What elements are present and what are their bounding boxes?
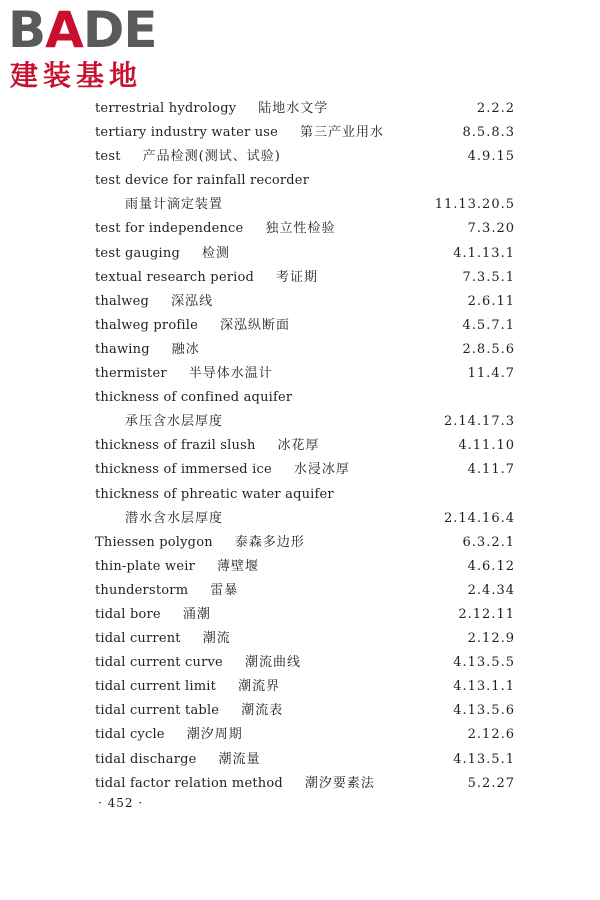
glossary-entry xyxy=(95,507,515,531)
logo-subtitle: 建装基地 xyxy=(10,59,143,92)
entry-chinese-term: 检测 xyxy=(201,245,230,261)
entry-section-ref: 2.12.6 xyxy=(467,727,515,743)
entry-english-term: thickness of frazil slush xyxy=(95,438,256,454)
entry-english-term: tidal discharge xyxy=(95,751,197,767)
glossary-entry xyxy=(95,434,515,458)
entry-chinese-term: 冰花厚 xyxy=(277,438,320,454)
entry-section-ref: 8.5.8.3 xyxy=(462,125,515,141)
entry-section-ref: 2.14.17.3 xyxy=(443,414,515,430)
entry-chinese-term: 考证期 xyxy=(276,269,319,285)
glossary-entry xyxy=(95,579,515,603)
entry-chinese-term: 雷暴 xyxy=(210,582,239,598)
glossary-entry xyxy=(95,458,515,482)
glossary-entry xyxy=(95,555,515,579)
entry-chinese-term: 潮流界 xyxy=(238,679,281,695)
glossary-entry xyxy=(95,603,515,627)
entry-english-term: test gauging xyxy=(95,245,180,261)
entry-section-ref: 4.13.5.6 xyxy=(453,703,515,719)
logo-letter-a: A xyxy=(45,1,83,59)
entry-chinese-term: 潮流量 xyxy=(218,751,261,767)
entry-english-term: Thiessen polygon xyxy=(95,534,213,550)
entry-english-term: tertiary industry water use xyxy=(95,125,279,141)
entry-chinese-term: 融冰 xyxy=(171,341,200,357)
entry-english-term: thickness of immersed ice xyxy=(95,462,272,478)
glossary-entry xyxy=(95,699,515,723)
glossary-entry xyxy=(95,193,515,217)
entry-section-ref: 4.1.13.1 xyxy=(453,245,515,261)
glossary-entry xyxy=(95,97,515,121)
glossary-entry xyxy=(95,675,515,699)
glossary-entry xyxy=(95,169,515,193)
bade-logo xyxy=(8,2,178,94)
glossary-entry xyxy=(95,242,515,266)
entry-section-ref: 4.6.12 xyxy=(467,558,515,574)
entry-section-ref: 4.9.15 xyxy=(467,149,515,165)
entry-section-ref: 4.11.7 xyxy=(467,462,515,478)
glossary-entry xyxy=(95,410,515,434)
entry-english-term: tidal current table xyxy=(95,703,220,719)
entry-chinese-term: 潮汐周期 xyxy=(186,727,243,743)
entry-english-term: thin-plate weir xyxy=(95,558,195,574)
logo-letters-de: DE xyxy=(82,1,157,59)
entry-chinese-term: 深泓纵断面 xyxy=(219,317,290,333)
entry-section-ref: 4.13.1.1 xyxy=(453,679,515,695)
entry-chinese-term: 涌潮 xyxy=(182,606,211,622)
entry-english-term: tidal cycle xyxy=(95,727,165,743)
entry-english-term: test xyxy=(95,149,121,165)
glossary-entry xyxy=(95,723,515,747)
glossary-entry xyxy=(95,338,515,362)
glossary-entry xyxy=(95,748,515,772)
glossary-entry xyxy=(95,386,515,410)
entry-english-term: thawing xyxy=(95,341,150,357)
entry-section-ref: 2.12.9 xyxy=(467,631,515,647)
glossary-entry xyxy=(95,290,515,314)
entry-chinese-term: 深泓线 xyxy=(171,293,214,309)
entry-chinese-term: 产品检测(测试、试验) xyxy=(142,149,281,165)
entry-section-ref: 2.4.34 xyxy=(467,582,515,598)
entry-english-term: thickness of confined aquifer xyxy=(95,390,293,406)
glossary-entry xyxy=(95,145,515,169)
glossary-entry xyxy=(95,217,515,241)
entry-section-ref: 11.13.20.5 xyxy=(434,197,515,213)
glossary-entry xyxy=(95,627,515,651)
entry-chinese-term: 雨量计滴定装置 xyxy=(125,197,224,213)
entry-chinese-term: 独立性检验 xyxy=(265,221,336,237)
entry-section-ref: 7.3.5.1 xyxy=(462,269,515,285)
entry-chinese-term: 潮流曲线 xyxy=(244,655,301,671)
entry-chinese-term: 承压含水层厚度 xyxy=(125,414,224,430)
logo-letter-b: B xyxy=(8,1,46,59)
entry-section-ref: 4.5.7.1 xyxy=(462,317,515,333)
entry-section-ref: 2.2.2 xyxy=(476,101,515,116)
entry-section-ref: 11.4.7 xyxy=(467,366,515,382)
entry-chinese-term: 陆地水文学 xyxy=(258,101,329,116)
entry-english-term: test device for rainfall recorder xyxy=(95,173,310,189)
entry-section-ref: 2.12.11 xyxy=(458,606,515,622)
entry-english-term: thalweg profile xyxy=(95,317,198,333)
entry-english-term: thunderstorm xyxy=(95,582,189,598)
entry-chinese-term: 潮流表 xyxy=(241,703,284,719)
entry-section-ref: 5.2.27 xyxy=(467,775,515,791)
entry-section-ref: 7.3.20 xyxy=(467,221,515,237)
glossary-entry xyxy=(95,362,515,386)
page-number: · 452 · xyxy=(98,796,144,810)
glossary-entry xyxy=(95,314,515,338)
entry-english-term: thickness of phreatic water aquifer xyxy=(95,486,334,502)
entry-english-term: tidal current xyxy=(95,631,181,647)
glossary-entry xyxy=(95,483,515,507)
entry-english-term: terrestrial hydrology xyxy=(95,101,237,116)
entry-chinese-term: 潜水含水层厚度 xyxy=(125,510,224,526)
entry-english-term: textual research period xyxy=(95,269,255,285)
entry-chinese-term: 潮汐要素法 xyxy=(304,775,375,791)
logo-brand-text xyxy=(8,2,157,58)
glossary-entry xyxy=(95,772,515,796)
entry-chinese-term: 半导体水温计 xyxy=(188,366,273,382)
entry-section-ref: 2.6.11 xyxy=(467,293,515,309)
entry-section-ref: 2.8.5.6 xyxy=(462,341,515,357)
entry-english-term: thermister xyxy=(95,366,167,382)
entry-chinese-term: 第三产业用水 xyxy=(300,125,385,141)
entry-english-term: tidal current curve xyxy=(95,655,223,671)
entry-english-term: tidal factor relation method xyxy=(95,775,283,791)
entry-chinese-term: 水浸冰厚 xyxy=(293,462,350,478)
entry-chinese-term: 潮流 xyxy=(202,631,231,647)
entry-english-term: tidal current limit xyxy=(95,679,217,695)
entry-section-ref: 4.13.5.5 xyxy=(453,655,515,671)
glossary-entry xyxy=(95,266,515,290)
entry-section-ref: 4.13.5.1 xyxy=(453,751,515,767)
glossary-entries xyxy=(95,97,515,796)
entry-english-term: tidal bore xyxy=(95,606,161,622)
entry-section-ref: 4.11.10 xyxy=(458,438,515,454)
entry-english-term: test for independence xyxy=(95,221,244,237)
entry-chinese-term: 泰森多边形 xyxy=(234,534,305,550)
entry-chinese-term: 薄壁堰 xyxy=(217,558,260,574)
entry-section-ref: 2.14.16.4 xyxy=(443,510,515,526)
glossary-entry xyxy=(95,651,515,675)
entry-english-term: thalweg xyxy=(95,293,150,309)
entry-section-ref: 6.3.2.1 xyxy=(462,534,515,550)
glossary-entry xyxy=(95,121,515,145)
glossary-entry xyxy=(95,531,515,555)
